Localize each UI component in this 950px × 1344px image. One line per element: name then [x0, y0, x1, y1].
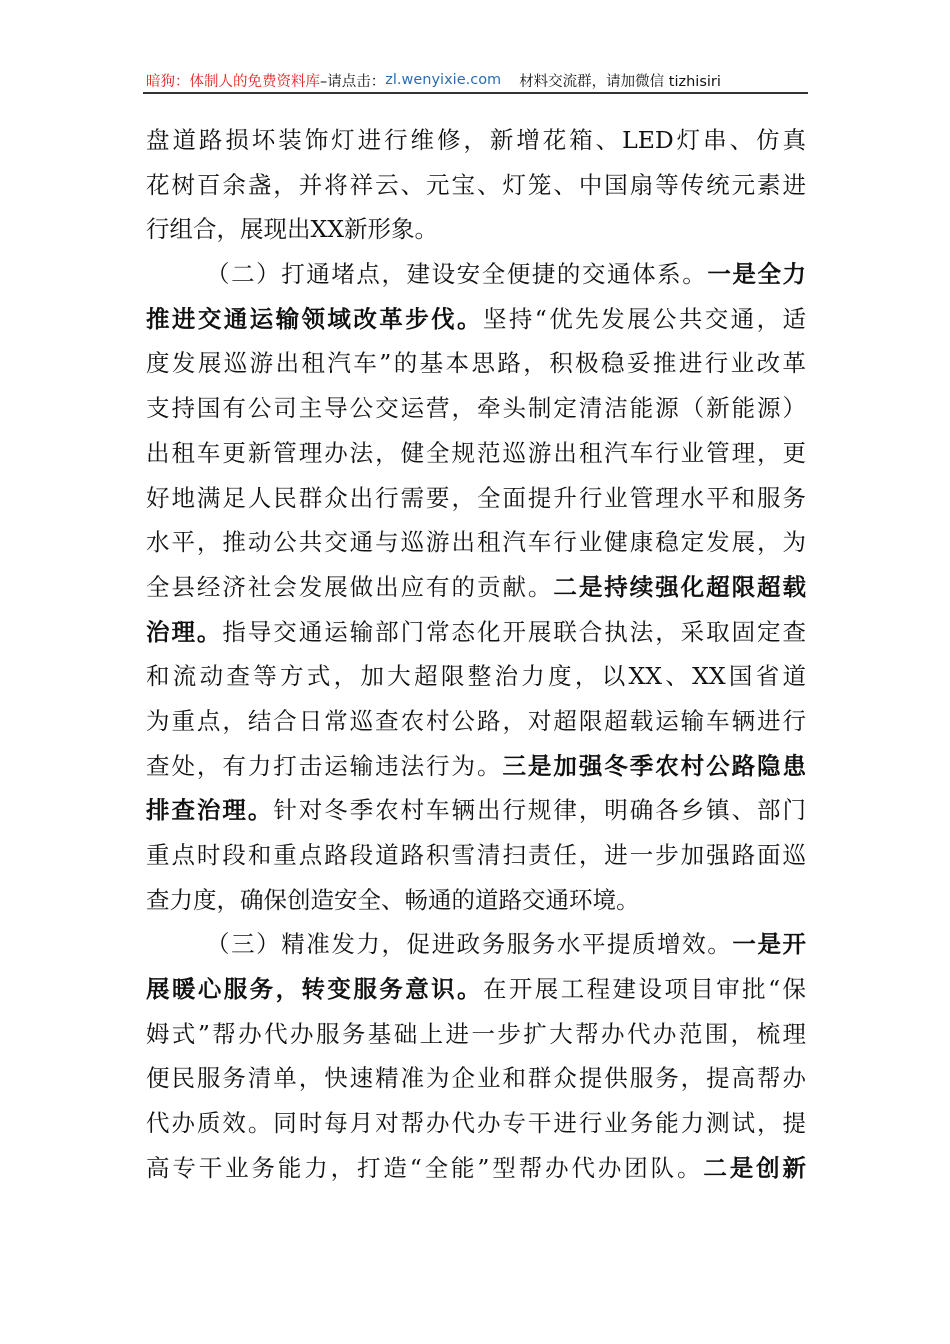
text-line — [146, 967, 806, 1012]
text-line — [146, 878, 806, 923]
header-url-link[interactable]: zl.wenyixie.com — [385, 72, 502, 88]
text-line — [146, 118, 806, 163]
bold-heading-text: 一是全力 — [707, 260, 806, 289]
text-line — [146, 1056, 806, 1101]
text-line — [146, 163, 806, 208]
body-text: 为重点，结合日常巡查农村公路，对超限超载运输车辆进行 — [146, 706, 806, 735]
body-text: 高专干业务能力，打造“全能”型帮办代办团队。 — [146, 1153, 704, 1182]
body-text: 全县经济社会发展做出应有的贡献。 — [146, 572, 554, 601]
body-text: 坚持“优先发展公共交通，适 — [482, 304, 806, 333]
text-line — [146, 252, 806, 297]
body-text: 好地满足人民群众出行需要，全面提升行业管理水平和服务 — [146, 483, 806, 512]
text-line — [146, 1101, 806, 1146]
body-text: 指导交通运输部门常态化开展联合执法，采取固定查 — [222, 617, 806, 646]
text-line — [146, 833, 806, 878]
text-line — [146, 744, 806, 789]
text-line — [146, 610, 806, 655]
body-text: （三）精准发力，促进政务服务水平提质增效。 — [206, 930, 733, 959]
body-text: 出租车更新管理办法，健全规范巡游出租汽车行业管理，更 — [146, 438, 806, 467]
header-prompt: –请点击： — [320, 73, 386, 90]
header-contact: 材料交流群，请加微信 tizhisiri — [519, 73, 721, 90]
header-rule — [143, 92, 808, 94]
body-text: 花树百余盏，并将祥云、元宝、灯笼、中国扇等传统元素进 — [146, 170, 806, 199]
text-line — [146, 341, 806, 386]
body-text: 针对冬季农村车辆出行规律，明确各乡镇、部门 — [273, 796, 806, 825]
bold-heading-text: 排查治理。 — [146, 796, 274, 825]
body-text: 查处，有力打击运输违法行为。 — [146, 751, 503, 780]
text-line — [146, 520, 806, 565]
bold-heading-text: 三是加强冬季农村公路隐患 — [502, 751, 806, 780]
body-text: 重点时段和重点路段道路积雪清扫责任，进一步加强路面巡 — [146, 841, 806, 869]
body-text: 度发展巡游出租汽车”的基本思路，积极稳妥推进行业改革 — [146, 349, 806, 378]
text-line — [146, 1146, 806, 1191]
body-text: 支持国有公司主导公交运营，牵头制定清洁能源（新能源） — [146, 394, 806, 423]
body-text: 和流动查等方式，加大超限整治力度，以XX、XX国省道 — [146, 662, 806, 691]
text-line — [146, 788, 806, 833]
bold-heading-text: 治理。 — [146, 617, 223, 646]
header-brand: 暗狗：体制人的免费资料库 — [146, 73, 320, 90]
text-line — [146, 699, 806, 744]
body-text: 姆式”帮办代办服务基础上进一步扩大帮办代办范围，梳理 — [146, 1019, 806, 1048]
body-text: 在开展工程建设项目审批“保 — [482, 975, 806, 1004]
body-text: 查力度，确保创造安全、畅通的道路交通环境。 — [146, 885, 640, 914]
bold-heading-text: 推进交通运输领域改革步伐。 — [146, 304, 483, 333]
text-line — [146, 1012, 806, 1057]
text-line — [146, 476, 806, 521]
text-line — [146, 922, 806, 967]
text-line — [146, 565, 806, 610]
bold-heading-text: 展暖心服务，转变服务意识。 — [146, 975, 483, 1004]
bold-heading-text: 二是创新 — [703, 1153, 806, 1182]
body-text: 盘道路损坏装饰灯进行维修，新增花箱、LED灯串、仿真 — [146, 126, 806, 154]
text-line — [146, 207, 806, 252]
text-line — [146, 654, 806, 699]
document-body — [146, 118, 806, 1191]
body-text: 代办质效。同时每月对帮办代办专干进行业务能力测试，提 — [146, 1109, 806, 1138]
bold-heading-text: 二是持续强化超限超载 — [553, 572, 806, 601]
bold-heading-text: 一是开 — [732, 930, 806, 959]
body-text: 水平，推动公共交通与巡游出租汽车行业健康稳定发展，为 — [146, 528, 806, 557]
text-line — [146, 386, 806, 431]
page-header-banner — [146, 68, 806, 92]
text-line — [146, 297, 806, 342]
text-line — [146, 431, 806, 476]
body-text: （二）打通堵点，建设安全便捷的交通体系。 — [206, 260, 708, 289]
body-text: 行组合，展现出XX新形象。 — [146, 215, 438, 244]
body-text: 便民服务清单，快速精准为企业和群众提供服务，提高帮办 — [146, 1064, 806, 1093]
